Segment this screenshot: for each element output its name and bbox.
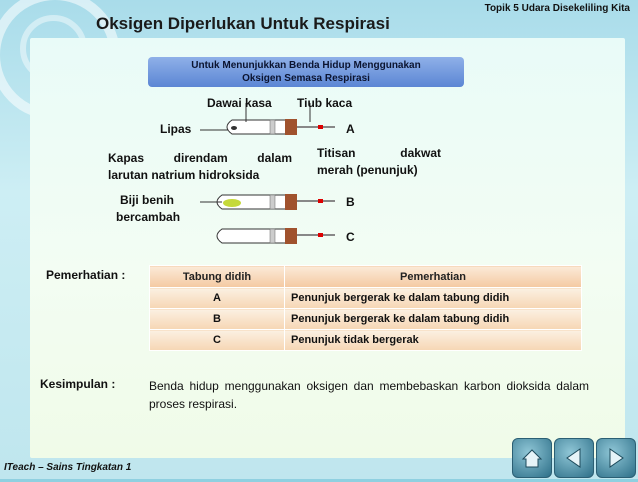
label-kapas: Kapas direndam dalam [108, 151, 292, 165]
table-cell: B [150, 309, 285, 330]
table-header: Tabung didih [150, 266, 285, 288]
next-icon [597, 439, 635, 477]
observation-table [149, 265, 582, 351]
back-icon [555, 439, 593, 477]
test-tube-c [217, 228, 335, 244]
label-tube-b: B [346, 195, 355, 209]
label-tube-a: A [346, 122, 355, 136]
subtitle-line1: Untuk Menunjukkan Benda Hidup Menggunakan [191, 60, 421, 71]
label-dawai-kasa: Dawai kasa [207, 96, 272, 110]
observation-label: Pemerhatian : [46, 268, 126, 282]
page-title: Oksigen Diperlukan Untuk Respirasi [96, 14, 390, 33]
table-row [150, 288, 582, 309]
table-header-row [150, 266, 582, 288]
label-tiub-kaca: Tiub kaca [297, 96, 353, 110]
table-cell: Penunjuk bergerak ke dalam tabung didih [285, 309, 582, 330]
table-header: Pemerhatian [285, 266, 582, 288]
table-cell: A [150, 288, 285, 309]
test-tube-a [227, 119, 335, 135]
table-row [150, 330, 582, 351]
table-cell: C [150, 330, 285, 351]
topic-header: Topik 5 Udara Disekeliling Kita [484, 3, 630, 14]
label-tube-c: C [346, 230, 355, 244]
label-titisan-line2: merah (penunjuk) [317, 163, 418, 177]
label-biji-benih: Biji benih [120, 193, 174, 207]
back-button[interactable] [554, 438, 594, 478]
subtitle-line2: Oksigen Semasa Respirasi [242, 73, 370, 84]
home-button[interactable] [512, 438, 552, 478]
conclusion-label: Kesimpulan : [40, 377, 116, 391]
label-bercambah: bercambah [116, 210, 181, 224]
next-button[interactable] [596, 438, 636, 478]
conclusion-text: Benda hidup menggunakan oksigen dan membebaskan karbon dioksida dalam proses respirasi. [149, 379, 589, 411]
footer-text: ITeach – Sains Tingkatan 1 [4, 462, 132, 473]
home-icon [513, 439, 551, 477]
table-cell: Penunjuk bergerak ke dalam tabung didih [285, 288, 582, 309]
table-cell: Penunjuk tidak bergerak [285, 330, 582, 351]
table-row [150, 309, 582, 330]
label-titisan: Titisan dakwat [317, 146, 441, 160]
test-tube-b [217, 194, 335, 210]
label-kapas-line2: larutan natrium hidroksida [108, 168, 260, 182]
label-lipas: Lipas [160, 122, 192, 136]
